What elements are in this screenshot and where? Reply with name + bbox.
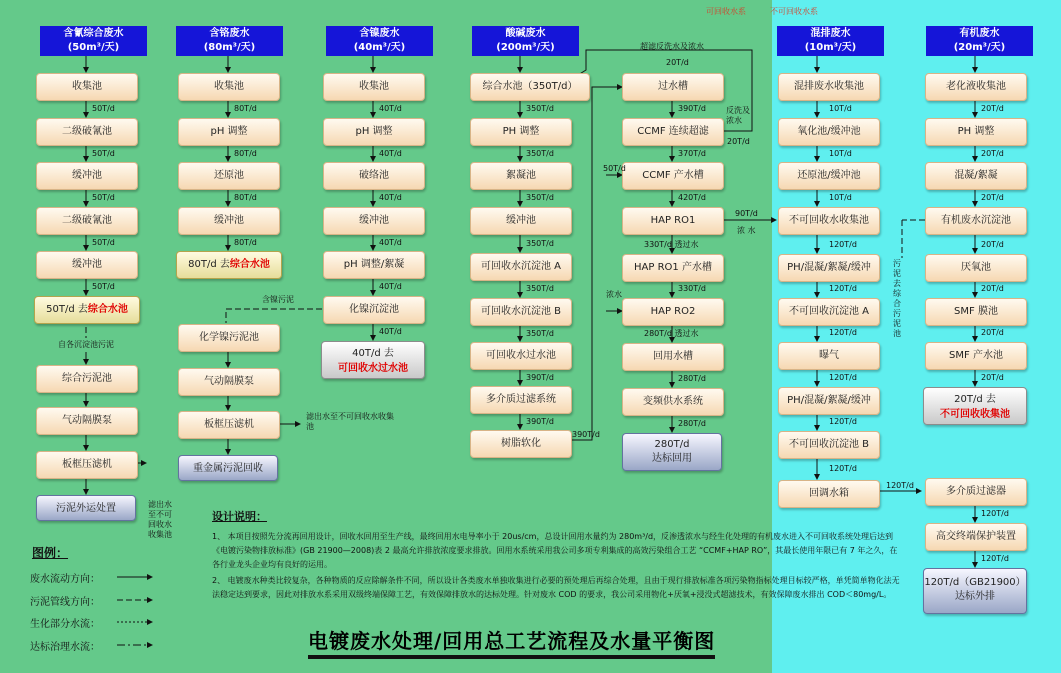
legend-title: 图例： [32, 546, 69, 560]
flow-label: 40T/d [379, 282, 402, 291]
header-chromium [176, 26, 283, 56]
flow-label: 20T/d [981, 193, 1004, 202]
process-box: 气动隔膜泵 [178, 368, 280, 396]
process-box: 回调水箱 [778, 480, 880, 508]
header-title: 含铬废水 [209, 28, 250, 39]
flow-label: 40T/d [379, 104, 402, 113]
flow-label: 350T/d [526, 329, 554, 338]
outlet-prefix: 50T/d 去 [46, 304, 88, 315]
process-box: 破络池 [323, 162, 425, 190]
flow-label: 350T/d [526, 104, 554, 113]
header-title: 混排废水 [810, 28, 851, 39]
header-sub: (20m³/天) [953, 42, 1006, 53]
flow-label: 50T/d [92, 238, 115, 247]
legend-item: 达标治理水流： [30, 642, 100, 653]
process-box: 二级破氰池 [36, 118, 138, 146]
process-box: 缓冲池 [178, 207, 280, 235]
process-box: 气动隔膜泵 [36, 407, 138, 435]
process-box: 收集池 [36, 73, 138, 101]
process-box: SMF 产水池 [925, 342, 1027, 370]
outlet-box [34, 296, 140, 324]
flow-label: 20T/d [981, 149, 1004, 158]
process-box: 还原池 [178, 162, 280, 190]
outlet-target: 达标外排 [955, 591, 995, 602]
flow-label: 40T/d [379, 238, 402, 247]
process-box: PH/混凝/絮凝/缓冲 [778, 254, 880, 282]
outlet-flow: 280T/d [654, 439, 690, 450]
header-sub: (10m³/天) [804, 42, 857, 53]
process-box: 可回收水过水池 [470, 342, 572, 370]
flow-label: 120T/d [829, 373, 857, 382]
header-title: 含氰综合废水 [63, 28, 124, 39]
flow-label: 10T/d [829, 104, 852, 113]
flow-label: 50T/d [92, 193, 115, 202]
filtrate-label: 滤出水至不可回收水收集池 [148, 500, 172, 539]
process-box: 混凝/絮凝 [925, 162, 1027, 190]
process-box: 不可回收水收集池 [778, 207, 880, 235]
flow-label: 390T/d [678, 104, 706, 113]
outlet-target: 可回收水过水池 [338, 363, 408, 374]
concentrate-label: 浓 水 [737, 226, 756, 235]
header-acid-alkali [472, 26, 579, 56]
flow-label: 80T/d [234, 238, 257, 247]
concentrate-label: 浓水 [606, 290, 622, 299]
flow-label: 390T/d [526, 373, 554, 382]
outlet-target: 综合水池 [229, 259, 270, 270]
outlet-target: 综合水池 [87, 304, 128, 315]
flow-label: 50T/d [603, 164, 626, 173]
outlet-prefix: 80T/d 去 [188, 259, 230, 270]
outlet-target: 不可回收收集池 [940, 409, 1010, 420]
flow-label: 20T/d [666, 58, 689, 67]
flow-label: 280T/d 透过水 [644, 329, 699, 338]
header-cyanide [40, 26, 147, 56]
sludge-source-label: 含镍污泥 [262, 295, 294, 304]
process-box: 混排废水收集池 [778, 73, 880, 101]
header-sub: (50m³/天) [67, 42, 120, 53]
process-box: 絮凝池 [470, 162, 572, 190]
process-box: HAP RO2 [622, 298, 724, 326]
process-box: 不可回收沉淀池 B [778, 431, 880, 459]
flow-label: 120T/d [829, 417, 857, 426]
outlet-box [923, 387, 1027, 425]
process-box: 收集池 [178, 73, 280, 101]
process-box: 综合污泥池 [36, 365, 138, 393]
flow-label: 370T/d [678, 149, 706, 158]
process-box: 还原池/缓冲池 [778, 162, 880, 190]
outlet-target: 达标回用 [652, 453, 692, 464]
process-box: HAP RO1 产水槽 [622, 254, 724, 282]
process-box: CCMF 产水槽 [622, 162, 724, 190]
flow-label: 420T/d [678, 193, 706, 202]
process-box: 过水槽 [622, 73, 724, 101]
header-sub: (200m³/天) [496, 42, 555, 53]
sludge-source-label: 自各沉淀池污泥 [58, 340, 114, 349]
process-box: 二级破氰池 [36, 207, 138, 235]
header-sub: (80m³/天) [203, 42, 256, 53]
design-note-1: 1、 本项目按照先分流再回用设计，回收水回用至生产线，最终回用水电导率小于 20us/cm，总设计回用水量约为 280m³/d，反渗透浓水与经生化处理的有机废水进入不可回收系统处理后达到《电镀污染物排放标准》(GB 21900—2008)表 2 最高允许排放浓度要求排放。回用水系统采用我公司多项专利集成的高效污染组合工艺 “CCMF+HAP RO”，其最长使用年限已有 7 年之久，在各行业龙头企业均有良好的运用。 [212, 532, 898, 569]
process-box: 可回收水沉淀池 A [470, 253, 572, 281]
flow-label: 80T/d [234, 193, 257, 202]
process-box: 高交终端保护装置 [925, 523, 1027, 551]
design-note-2: 2、 电镀废水种类比较复杂，各种物质的反应除解条件不同，所以设计各类废水单独收集进行必要的预处理后再综合处理，且由于现行排放标准各项污染物指标处理目标较严格，单凭简单物化法无法稳定达到要求，因此对排放水系采用双级终端保障工艺，有效保障排放水的达标处理。针对废水 COD 的要求，我公司采用物化+厌氧+浸没式超滤技术，有效保障废水排出 COD＜80mg/L。 [212, 576, 900, 599]
flow-label: 20T/d [981, 240, 1004, 249]
flow-label: 120T/d [829, 328, 857, 337]
zone-label-recyclable: 可回收水系 [706, 7, 746, 16]
header-sub: (40m³/天) [353, 42, 406, 53]
backwash-label: 超滤反洗水及浓水 [640, 42, 704, 51]
flow-label: 80T/d [234, 104, 257, 113]
process-box: pH 调整 [178, 118, 280, 146]
process-box: 化学镍污泥池 [178, 324, 280, 352]
process-box: 不可回收沉淀池 A [778, 298, 880, 326]
zone-label-non-recyclable: 不可回收水系 [770, 7, 818, 16]
sludge-outlet-box: 污泥外运处置 [36, 495, 136, 521]
flow-label: 390T/d [572, 430, 600, 439]
flow-label: 350T/d [526, 284, 554, 293]
flow-label: 40T/d [379, 149, 402, 158]
header-title: 含镍废水 [359, 28, 400, 39]
design-notes-title: 设计说明： [212, 510, 267, 523]
flow-label: 120T/d [981, 509, 1009, 518]
outlet-box [321, 341, 425, 379]
flow-label: 20T/d [981, 284, 1004, 293]
flow-label: 40T/d [379, 327, 402, 336]
process-box: 缓冲池 [470, 207, 572, 235]
process-box: 多介质过滤器 [925, 478, 1027, 506]
flow-label: 50T/d [92, 104, 115, 113]
legend-item: 污泥管线方向： [30, 597, 100, 608]
flow-label: 330T/d [678, 284, 706, 293]
flow-label: 350T/d [526, 193, 554, 202]
process-box: PH 调整 [470, 118, 572, 146]
flow-label: 120T/d [829, 284, 857, 293]
flow-label: 330T/d 透过水 [644, 240, 699, 249]
header-title: 有机废水 [959, 28, 1000, 39]
outlet-box [176, 251, 282, 279]
process-box: 收集池 [323, 73, 425, 101]
sludge-outlet-box: 重金属污泥回收 [178, 455, 278, 481]
process-box: 板框压滤机 [36, 451, 138, 479]
process-box: PH 调整 [925, 118, 1027, 146]
process-box: 厌氧池 [925, 254, 1027, 282]
flow-label: 390T/d [526, 417, 554, 426]
flow-label: 350T/d [526, 239, 554, 248]
legend-item: 废水流动方向： [30, 574, 100, 585]
flow-label: 20T/d [981, 373, 1004, 382]
flow-label: 120T/d [829, 240, 857, 249]
flow-label: 80T/d [234, 149, 257, 158]
header-mixed [777, 26, 884, 56]
backwash-return-label: 反洗及浓水 [726, 106, 750, 125]
diagram-title: 电镀废水处理/回用总工艺流程及水量平衡图 [308, 625, 715, 659]
process-box: 变频供水系统 [622, 388, 724, 416]
process-box: pH 调整 [323, 118, 425, 146]
process-box: 多介质过滤系统 [470, 386, 572, 414]
flow-label: 10T/d [829, 149, 852, 158]
sludge-label: 污泥去综合污泥池 [893, 259, 901, 338]
flow-label: 50T/d [92, 149, 115, 158]
flow-label: 20T/d [981, 328, 1004, 337]
legend-item: 生化部分水流： [30, 619, 100, 630]
flow-label: 280T/d [678, 419, 706, 428]
filtrate-label: 滤出水至不可回收水收集池 [306, 412, 394, 431]
flow-label: 350T/d [526, 149, 554, 158]
discharge-outlet-box [923, 568, 1027, 614]
flow-label: 90T/d [735, 209, 758, 218]
process-box: 老化液收集池 [925, 73, 1027, 101]
flow-label: 120T/d [886, 481, 914, 490]
process-box: HAP RO1 [622, 207, 724, 235]
process-box: 氧化池/缓冲池 [778, 118, 880, 146]
process-box: 缓冲池 [36, 162, 138, 190]
flow-label: 120T/d [981, 554, 1009, 563]
process-box: 缓冲池 [323, 207, 425, 235]
outlet-prefix: 20T/d 去 [954, 394, 996, 405]
process-box: 综合水池（350T/d） [470, 73, 590, 101]
process-box: 板框压滤机 [178, 411, 280, 439]
flow-label: 280T/d [678, 374, 706, 383]
process-box: pH 调整/絮凝 [323, 251, 425, 279]
flow-label: 40T/d [379, 193, 402, 202]
process-box: SMF 膜池 [925, 298, 1027, 326]
header-organic [926, 26, 1033, 56]
flow-label: 20T/d [727, 137, 750, 146]
header-title: 酸碱废水 [505, 28, 546, 39]
process-box: 可回收水沉淀池 B [470, 298, 572, 326]
outlet-prefix: 40T/d 去 [352, 348, 394, 359]
header-nickel [326, 26, 433, 56]
process-box: 缓冲池 [36, 251, 138, 279]
process-box: 化镍沉淀池 [323, 296, 425, 324]
outlet-flow: 120T/d（GB21900） [924, 577, 1026, 588]
design-notes [212, 510, 902, 604]
process-box: CCMF 连续超滤 [622, 118, 724, 146]
flow-label: 50T/d [92, 282, 115, 291]
process-box: PH/混凝/絮凝/缓冲 [778, 387, 880, 415]
flow-label: 20T/d [981, 104, 1004, 113]
flow-label: 120T/d [829, 464, 857, 473]
process-box: 有机废水沉淀池 [925, 207, 1027, 235]
reuse-outlet-box [622, 433, 722, 471]
process-box: 回用水槽 [622, 343, 724, 371]
process-box: 曝气 [778, 342, 880, 370]
flow-label: 10T/d [829, 193, 852, 202]
process-box: 树脂软化 [470, 430, 572, 458]
